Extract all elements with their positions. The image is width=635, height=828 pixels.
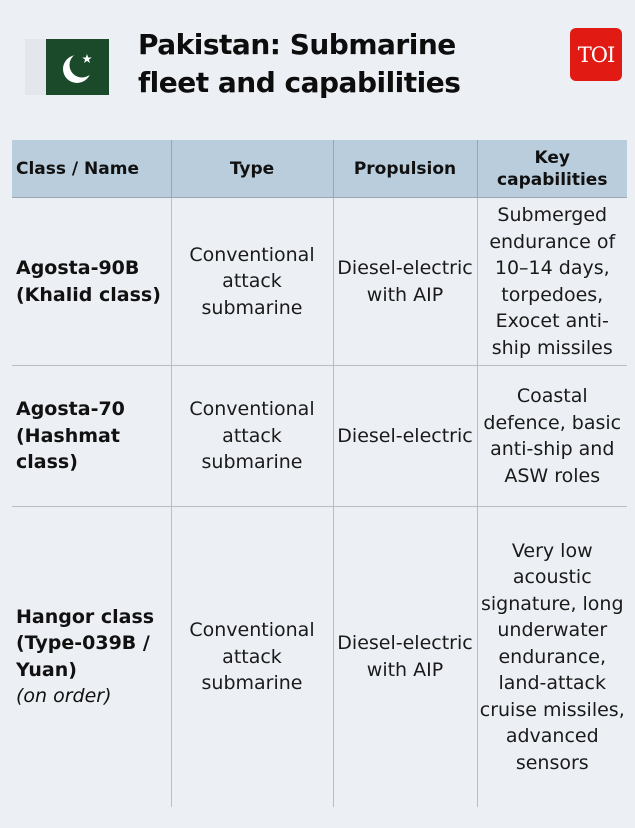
cell-class [12, 198, 171, 366]
class-name: Hangor class (Type-039B / Yuan) [16, 605, 155, 681]
table-row [12, 366, 627, 507]
cell-propulsion: Diesel-electric with AIP [333, 507, 477, 807]
toi-logo: TOI [570, 28, 622, 81]
cell-class [12, 366, 171, 507]
page-title [138, 26, 460, 102]
cell-type: Conventional attack submarine [171, 198, 333, 366]
class-name: Agosta-90B (Khalid class) [16, 257, 161, 306]
title-line-1: Pakistan: Submarine [138, 28, 456, 61]
cell-propulsion: Diesel-electric [333, 366, 477, 507]
cell-type: Conventional attack submarine [171, 366, 333, 507]
submarine-table [12, 140, 627, 807]
table-row [12, 507, 627, 807]
cell-type: Conventional attack submarine [171, 507, 333, 807]
column-header-type: Type [171, 140, 333, 198]
flag-shadow [25, 39, 47, 95]
class-name: Agosta-70 (Hashmat class) [16, 398, 125, 474]
table-header-row [12, 140, 627, 198]
cell-capabilities: Very low acoustic signature, long underwater endurance, land-attack cruise missiles, advanced sensors [477, 507, 627, 807]
table-row [12, 198, 627, 366]
pakistan-flag-icon [46, 39, 109, 95]
cell-propulsion: Diesel-electric with AIP [333, 198, 477, 366]
title-line-2: fleet and capabilities [138, 66, 461, 99]
cell-capabilities: Coastal defence, basic anti-ship and ASW roles [477, 366, 627, 507]
cell-class [12, 507, 171, 807]
order-status-note: (on order) [16, 685, 112, 708]
column-header-capabilities: Key capabilities [477, 140, 627, 198]
column-header-propulsion: Propulsion [333, 140, 477, 198]
cell-capabilities: Submerged endurance of 10–14 days, torpedoes, Exocet anti-ship missiles [477, 198, 627, 366]
column-header-class: Class / Name [12, 140, 171, 198]
